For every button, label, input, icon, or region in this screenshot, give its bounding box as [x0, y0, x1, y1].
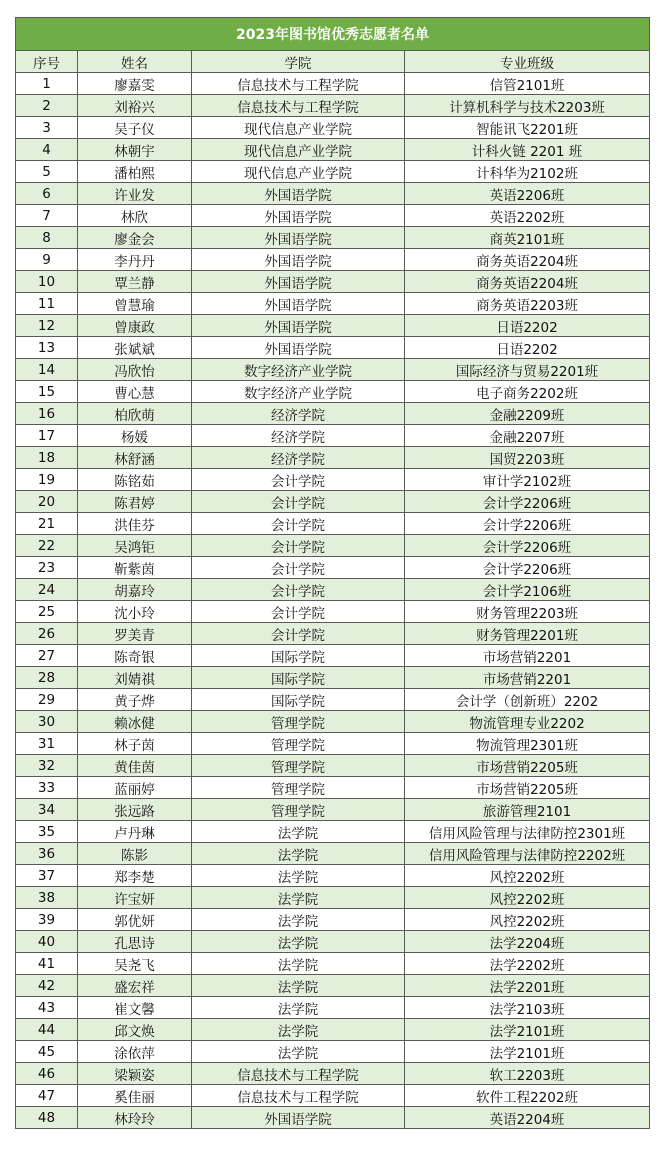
cell-name: 罗美青: [78, 623, 192, 645]
cell-college: 管理学院: [192, 733, 405, 755]
table-row: [16, 205, 650, 227]
table-row: [16, 601, 650, 623]
cell-name: 胡嘉玲: [78, 579, 192, 601]
cell-name: 沈小玲: [78, 601, 192, 623]
cell-college: 数字经济产业学院: [192, 359, 405, 381]
cell-seq: 46: [16, 1063, 78, 1085]
cell-college: 会计学院: [192, 491, 405, 513]
table-row: [16, 623, 650, 645]
cell-class: 计科华为2102班: [405, 161, 650, 183]
cell-class: 旅游管理2101: [405, 799, 650, 821]
cell-class: 法学2101班: [405, 1041, 650, 1063]
cell-name: 刘婧祺: [78, 667, 192, 689]
cell-name: 潘柏熙: [78, 161, 192, 183]
cell-college: 法学院: [192, 821, 405, 843]
cell-college: 管理学院: [192, 799, 405, 821]
cell-name: 廖嘉雯: [78, 73, 192, 95]
cell-college: 法学院: [192, 1041, 405, 1063]
cell-name: 蓝丽婷: [78, 777, 192, 799]
cell-name: 崔文馨: [78, 997, 192, 1019]
cell-college: 国际学院: [192, 689, 405, 711]
cell-seq: 5: [16, 161, 78, 183]
cell-college: 法学院: [192, 865, 405, 887]
cell-seq: 42: [16, 975, 78, 997]
table-row: [16, 931, 650, 953]
cell-class: 国贸2203班: [405, 447, 650, 469]
cell-class: 电子商务2202班: [405, 381, 650, 403]
cell-college: 管理学院: [192, 711, 405, 733]
cell-class: 英语2202班: [405, 205, 650, 227]
cell-college: 法学院: [192, 997, 405, 1019]
cell-class: 会计学2206班: [405, 557, 650, 579]
cell-college: 数字经济产业学院: [192, 381, 405, 403]
header-name: 姓名: [78, 51, 192, 73]
cell-name: 陈君婷: [78, 491, 192, 513]
cell-college: 会计学院: [192, 579, 405, 601]
cell-class: 会计学2106班: [405, 579, 650, 601]
cell-name: 林欣: [78, 205, 192, 227]
table-row: [16, 227, 650, 249]
cell-seq: 18: [16, 447, 78, 469]
cell-class: 信管2101班: [405, 73, 650, 95]
cell-college: 信息技术与工程学院: [192, 1063, 405, 1085]
cell-seq: 3: [16, 117, 78, 139]
cell-college: 外国语学院: [192, 1107, 405, 1129]
volunteer-table: [15, 17, 650, 1129]
cell-class: 物流管理专业2202: [405, 711, 650, 733]
cell-name: 卢丹琳: [78, 821, 192, 843]
table-row: [16, 689, 650, 711]
cell-name: 赖冰健: [78, 711, 192, 733]
cell-class: 商务英语2204班: [405, 249, 650, 271]
cell-college: 法学院: [192, 975, 405, 997]
table-row: [16, 403, 650, 425]
table-row: [16, 799, 650, 821]
cell-class: 法学2202班: [405, 953, 650, 975]
cell-college: 国际学院: [192, 667, 405, 689]
cell-college: 现代信息产业学院: [192, 139, 405, 161]
cell-seq: 19: [16, 469, 78, 491]
table-row: [16, 557, 650, 579]
cell-college: 经济学院: [192, 403, 405, 425]
cell-name: 覃兰静: [78, 271, 192, 293]
cell-class: 英语2204班: [405, 1107, 650, 1129]
cell-seq: 10: [16, 271, 78, 293]
cell-class: 软工2203班: [405, 1063, 650, 1085]
cell-seq: 13: [16, 337, 78, 359]
cell-seq: 26: [16, 623, 78, 645]
cell-name: 邱文焕: [78, 1019, 192, 1041]
cell-class: 法学2103班: [405, 997, 650, 1019]
cell-class: 风控2202班: [405, 865, 650, 887]
cell-class: 审计学2102班: [405, 469, 650, 491]
cell-name: 孔思诗: [78, 931, 192, 953]
table-row: [16, 821, 650, 843]
table-row: [16, 271, 650, 293]
cell-name: 许宝妍: [78, 887, 192, 909]
cell-seq: 39: [16, 909, 78, 931]
cell-seq: 41: [16, 953, 78, 975]
cell-seq: 43: [16, 997, 78, 1019]
table-body: [16, 73, 650, 1129]
cell-college: 会计学院: [192, 513, 405, 535]
cell-name: 吴鸿钜: [78, 535, 192, 557]
cell-class: 软件工程2202班: [405, 1085, 650, 1107]
cell-seq: 6: [16, 183, 78, 205]
cell-seq: 20: [16, 491, 78, 513]
cell-name: 郑李楚: [78, 865, 192, 887]
cell-name: 黄佳茵: [78, 755, 192, 777]
cell-seq: 28: [16, 667, 78, 689]
cell-college: 现代信息产业学院: [192, 161, 405, 183]
table-row: [16, 249, 650, 271]
cell-name: 梁颖姿: [78, 1063, 192, 1085]
cell-class: 法学2101班: [405, 1019, 650, 1041]
cell-class: 国际经济与贸易2201班: [405, 359, 650, 381]
table-row: [16, 381, 650, 403]
cell-class: 财务管理2203班: [405, 601, 650, 623]
cell-college: 外国语学院: [192, 205, 405, 227]
cell-college: 会计学院: [192, 535, 405, 557]
cell-seq: 31: [16, 733, 78, 755]
table-row: [16, 183, 650, 205]
cell-class: 金融2209班: [405, 403, 650, 425]
cell-seq: 27: [16, 645, 78, 667]
table-row: [16, 1041, 650, 1063]
header-row: [16, 51, 650, 73]
cell-seq: 35: [16, 821, 78, 843]
table-row: [16, 733, 650, 755]
table-row: [16, 865, 650, 887]
cell-seq: 17: [16, 425, 78, 447]
table-row: [16, 579, 650, 601]
cell-college: 外国语学院: [192, 249, 405, 271]
cell-name: 许业发: [78, 183, 192, 205]
cell-seq: 25: [16, 601, 78, 623]
cell-name: 陈奇银: [78, 645, 192, 667]
table-row: [16, 73, 650, 95]
cell-name: 陈铭茹: [78, 469, 192, 491]
cell-college: 外国语学院: [192, 315, 405, 337]
cell-name: 冯欣怡: [78, 359, 192, 381]
table-row: [16, 953, 650, 975]
cell-college: 外国语学院: [192, 227, 405, 249]
cell-seq: 47: [16, 1085, 78, 1107]
cell-class: 市场营销2201: [405, 645, 650, 667]
cell-seq: 1: [16, 73, 78, 95]
cell-seq: 30: [16, 711, 78, 733]
cell-name: 吴子仪: [78, 117, 192, 139]
table-row: [16, 447, 650, 469]
cell-class: 金融2207班: [405, 425, 650, 447]
cell-name: 林子茵: [78, 733, 192, 755]
cell-class: 英语2206班: [405, 183, 650, 205]
volunteer-list: [15, 17, 649, 1129]
cell-college: 经济学院: [192, 425, 405, 447]
cell-class: 计算机科学与技术2203班: [405, 95, 650, 117]
cell-college: 现代信息产业学院: [192, 117, 405, 139]
cell-college: 法学院: [192, 931, 405, 953]
cell-seq: 37: [16, 865, 78, 887]
cell-name: 曹心慧: [78, 381, 192, 403]
cell-seq: 22: [16, 535, 78, 557]
table-row: [16, 425, 650, 447]
cell-college: 信息技术与工程学院: [192, 95, 405, 117]
cell-name: 杨媛: [78, 425, 192, 447]
table-row: [16, 161, 650, 183]
cell-class: 会计学2206班: [405, 535, 650, 557]
cell-name: 涂依萍: [78, 1041, 192, 1063]
cell-college: 外国语学院: [192, 293, 405, 315]
cell-seq: 15: [16, 381, 78, 403]
cell-name: 张远路: [78, 799, 192, 821]
cell-class: 信用风险管理与法律防控2202班: [405, 843, 650, 865]
table-row: [16, 645, 650, 667]
cell-college: 会计学院: [192, 557, 405, 579]
table-row: [16, 909, 650, 931]
cell-name: 靳紫茵: [78, 557, 192, 579]
cell-class: 市场营销2201: [405, 667, 650, 689]
cell-college: 会计学院: [192, 623, 405, 645]
cell-college: 管理学院: [192, 777, 405, 799]
cell-class: 市场营销2205班: [405, 777, 650, 799]
cell-college: 外国语学院: [192, 271, 405, 293]
cell-college: 外国语学院: [192, 337, 405, 359]
cell-seq: 44: [16, 1019, 78, 1041]
table-row: [16, 535, 650, 557]
cell-class: 会计学（创新班）2202: [405, 689, 650, 711]
cell-seq: 14: [16, 359, 78, 381]
cell-name: 林朝宇: [78, 139, 192, 161]
table-row: [16, 777, 650, 799]
cell-seq: 21: [16, 513, 78, 535]
table-row: [16, 1085, 650, 1107]
cell-seq: 16: [16, 403, 78, 425]
cell-class: 财务管理2201班: [405, 623, 650, 645]
header-class: 专业班级: [405, 51, 650, 73]
cell-college: 管理学院: [192, 755, 405, 777]
cell-college: 法学院: [192, 843, 405, 865]
table-row: [16, 755, 650, 777]
cell-seq: 32: [16, 755, 78, 777]
cell-class: 信用风险管理与法律防控2301班: [405, 821, 650, 843]
cell-class: 法学2201班: [405, 975, 650, 997]
cell-class: 会计学2206班: [405, 491, 650, 513]
cell-name: 曾慧瑜: [78, 293, 192, 315]
table-row: [16, 359, 650, 381]
table-row: [16, 667, 650, 689]
cell-class: 物流管理2301班: [405, 733, 650, 755]
header-seq: 序号: [16, 51, 78, 73]
table-row: [16, 315, 650, 337]
table-row: [16, 997, 650, 1019]
cell-seq: 7: [16, 205, 78, 227]
table-row: [16, 1107, 650, 1129]
cell-college: 法学院: [192, 909, 405, 931]
cell-class: 计科火链 2201 班: [405, 139, 650, 161]
table-row: [16, 1063, 650, 1085]
cell-college: 会计学院: [192, 601, 405, 623]
cell-college: 外国语学院: [192, 183, 405, 205]
cell-name: 林玲玲: [78, 1107, 192, 1129]
cell-seq: 8: [16, 227, 78, 249]
cell-name: 黄子烨: [78, 689, 192, 711]
cell-name: 奚佳丽: [78, 1085, 192, 1107]
cell-class: 商务英语2204班: [405, 271, 650, 293]
cell-seq: 48: [16, 1107, 78, 1129]
cell-class: 会计学2206班: [405, 513, 650, 535]
cell-name: 柏欣萌: [78, 403, 192, 425]
cell-seq: 23: [16, 557, 78, 579]
cell-name: 刘裕兴: [78, 95, 192, 117]
cell-seq: 24: [16, 579, 78, 601]
cell-seq: 2: [16, 95, 78, 117]
cell-name: 曾康政: [78, 315, 192, 337]
cell-class: 商英2101班: [405, 227, 650, 249]
header-college: 学院: [192, 51, 405, 73]
cell-seq: 29: [16, 689, 78, 711]
table-row: [16, 337, 650, 359]
cell-seq: 12: [16, 315, 78, 337]
cell-name: 郭优妍: [78, 909, 192, 931]
table-row: [16, 117, 650, 139]
cell-college: 会计学院: [192, 469, 405, 491]
cell-class: 日语2202: [405, 315, 650, 337]
cell-class: 商务英语2203班: [405, 293, 650, 315]
cell-college: 信息技术与工程学院: [192, 73, 405, 95]
table-title: 2023年图书馆优秀志愿者名单: [16, 18, 650, 51]
cell-college: 法学院: [192, 953, 405, 975]
cell-class: 风控2202班: [405, 887, 650, 909]
table-row: [16, 95, 650, 117]
cell-college: 国际学院: [192, 645, 405, 667]
cell-seq: 4: [16, 139, 78, 161]
cell-name: 洪佳芬: [78, 513, 192, 535]
cell-name: 林舒涵: [78, 447, 192, 469]
cell-seq: 9: [16, 249, 78, 271]
table-row: [16, 843, 650, 865]
cell-seq: 34: [16, 799, 78, 821]
cell-college: 经济学院: [192, 447, 405, 469]
cell-college: 信息技术与工程学院: [192, 1085, 405, 1107]
cell-seq: 38: [16, 887, 78, 909]
cell-name: 张斌斌: [78, 337, 192, 359]
cell-class: 智能讯飞2201班: [405, 117, 650, 139]
cell-seq: 33: [16, 777, 78, 799]
cell-class: 市场营销2205班: [405, 755, 650, 777]
table-row: [16, 975, 650, 997]
table-row: [16, 513, 650, 535]
table-row: [16, 469, 650, 491]
table-row: [16, 293, 650, 315]
table-row: [16, 491, 650, 513]
cell-name: 吴尧飞: [78, 953, 192, 975]
table-row: [16, 1019, 650, 1041]
cell-name: 廖金会: [78, 227, 192, 249]
cell-class: 法学2204班: [405, 931, 650, 953]
table-row: [16, 711, 650, 733]
cell-college: 法学院: [192, 1019, 405, 1041]
cell-name: 李丹丹: [78, 249, 192, 271]
cell-seq: 45: [16, 1041, 78, 1063]
cell-college: 法学院: [192, 887, 405, 909]
cell-class: 日语2202: [405, 337, 650, 359]
cell-seq: 36: [16, 843, 78, 865]
cell-seq: 40: [16, 931, 78, 953]
cell-seq: 11: [16, 293, 78, 315]
table-row: [16, 887, 650, 909]
cell-name: 盛宏祥: [78, 975, 192, 997]
cell-name: 陈影: [78, 843, 192, 865]
cell-class: 风控2202班: [405, 909, 650, 931]
table-row: [16, 139, 650, 161]
